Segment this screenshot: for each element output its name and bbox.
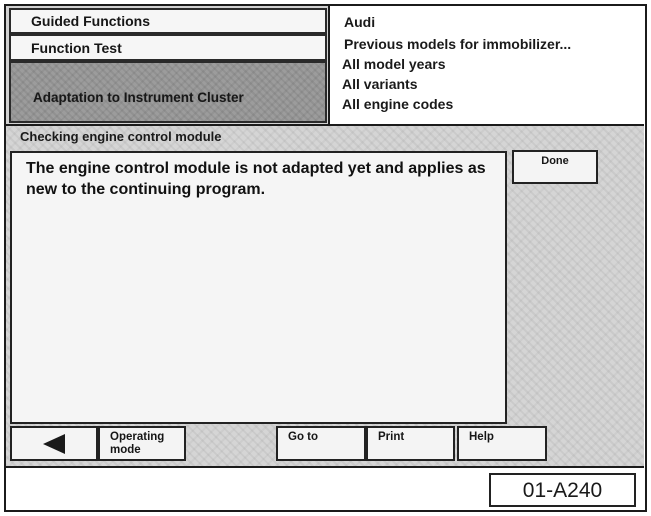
go-to-button[interactable]: Go to [276,426,366,461]
operating-mode-label-line1: Operating [110,431,165,443]
operating-mode-button[interactable] [98,426,186,461]
message-text: The engine control module is not adapted yet and applies as new to the continuing program. [26,160,486,198]
vehicle-model: Previous models for immobilizer... [344,36,572,52]
print-button[interactable]: Print [366,426,455,461]
vehicle-engine-code: All engine codes [342,96,454,112]
operating-mode-label-line2: mode [110,444,141,456]
nav-adaptation-instrument-cluster[interactable]: Adaptation to Instrument Cluster [9,61,327,123]
vehicle-variant: All variants [342,76,418,92]
help-button[interactable]: Help [457,426,547,461]
done-button[interactable]: Done [512,150,598,184]
back-button[interactable] [10,426,98,461]
figure-code: 01-A240 [489,473,636,507]
nav-function-test[interactable]: Function Test [9,34,327,61]
triangle-left-icon [41,433,67,455]
nav-guided-functions[interactable]: Guided Functions [9,8,327,34]
vehicle-make: Audi [344,14,376,30]
vehicle-model-year: All model years [342,56,446,72]
section-title: Checking engine control module [20,129,222,144]
